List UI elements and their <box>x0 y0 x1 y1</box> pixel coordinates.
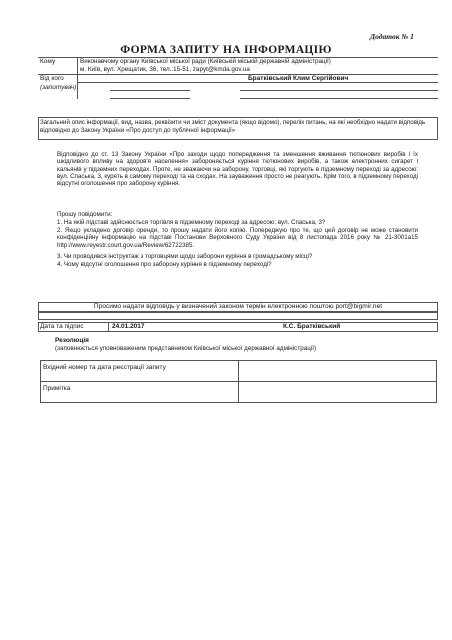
recipient-line-2: м. Київ, вул. Хрещатик, 36, тел.:15-51, zapyt@kmda.gov.ua <box>80 66 250 73</box>
resolution-note: (заповнюється уповноваженим представником Київської міської державної адміністрації) <box>55 345 317 352</box>
recipient-line-1: Виконавчому органу Київської міської ради (Київській міській державній адміністрації) <box>80 58 331 65</box>
resolution-title: Резолюція <box>55 337 89 344</box>
blank-line <box>240 98 438 99</box>
row-divider <box>38 74 438 75</box>
date-divider <box>108 322 109 332</box>
requester-name: Братківський Клим Сергійович <box>248 75 349 82</box>
signature-name: К.С. Братківський <box>283 323 341 330</box>
from-sublabel: (запитувач) <box>40 84 77 91</box>
date-value: 24.01.2017 <box>112 323 145 330</box>
date-label: Дата та підпис <box>40 323 84 330</box>
request-body <box>57 151 418 188</box>
blank-line <box>240 90 438 91</box>
question-item: 4. Чому відсутні оголошення про заборону куріння в підземному переході? <box>57 261 272 268</box>
reply-request: Просимо надати відповідь у визначений законом термін електронною поштою port@bigmir.net <box>93 303 383 310</box>
body-paragraph: Відповідно до ст. 13 Закону України «Про заходи щодо попередження та зменшення вживання тютюнових виробів і їх шкідливого впливу на здоров'я населення» забороняється куріння тютюнових виробів, а також електронних сигарет і кальянів у підземних переходах. Проте, не зважаючи на заборону, торговці, які торгують в підземному переході за адресою: вул. Спаська, 3, курять в самому переході та на сходах. На зауваження просто не реагують. Крім того, в підземному переході відсутні оголошення про заборону куріння. <box>57 151 418 188</box>
annex-number: Додаток № 1 <box>370 32 414 41</box>
question-item: 3. Чи проводився інструктаж з торговцями щодо заборони куріння в громадському місці? <box>57 253 313 260</box>
date-row <box>38 322 438 332</box>
request-intro: Прошу повідомити: <box>57 211 113 218</box>
registry-note: Примітка <box>43 385 71 392</box>
to-label: Кому <box>40 58 56 65</box>
registry-col-divider <box>238 360 239 403</box>
question-item: 2. Якщо укладено договір оренди, то прошу надати його копію. Попереджую про те, що цей договір не може становити конфіденційну інформацію на підставі Постанови Верховного Суду України від 8 листопада 2016 року № 21-3001а15 http://www.reyestr.court.gov.ua/Review/62722385. <box>57 227 418 249</box>
blank-line <box>110 90 190 91</box>
blank-line <box>110 98 190 99</box>
name-underline <box>77 82 438 83</box>
empty-row <box>38 312 438 320</box>
registry-incoming-number: Вхідний номер та дата реєстрації запиту <box>43 364 166 371</box>
form-title: ФОРМА ЗАПИТУ НА ІНФОРМАЦІЮ <box>120 44 332 56</box>
table-col-divider <box>77 57 78 99</box>
description-header: Загальний опис інформації, вид, назва, реквізити чи зміст документа (якщо відомо), перелік питань, на які необхідно надати відповідь відповідно до Закону України «Про доступ до публічної інформації» <box>40 119 426 134</box>
question-item: 1. На якій підставі здійснюється торгівля в підземному переході за адресою: вул. Спаська, 3? <box>57 219 326 226</box>
from-label: Від кого <box>40 75 64 82</box>
